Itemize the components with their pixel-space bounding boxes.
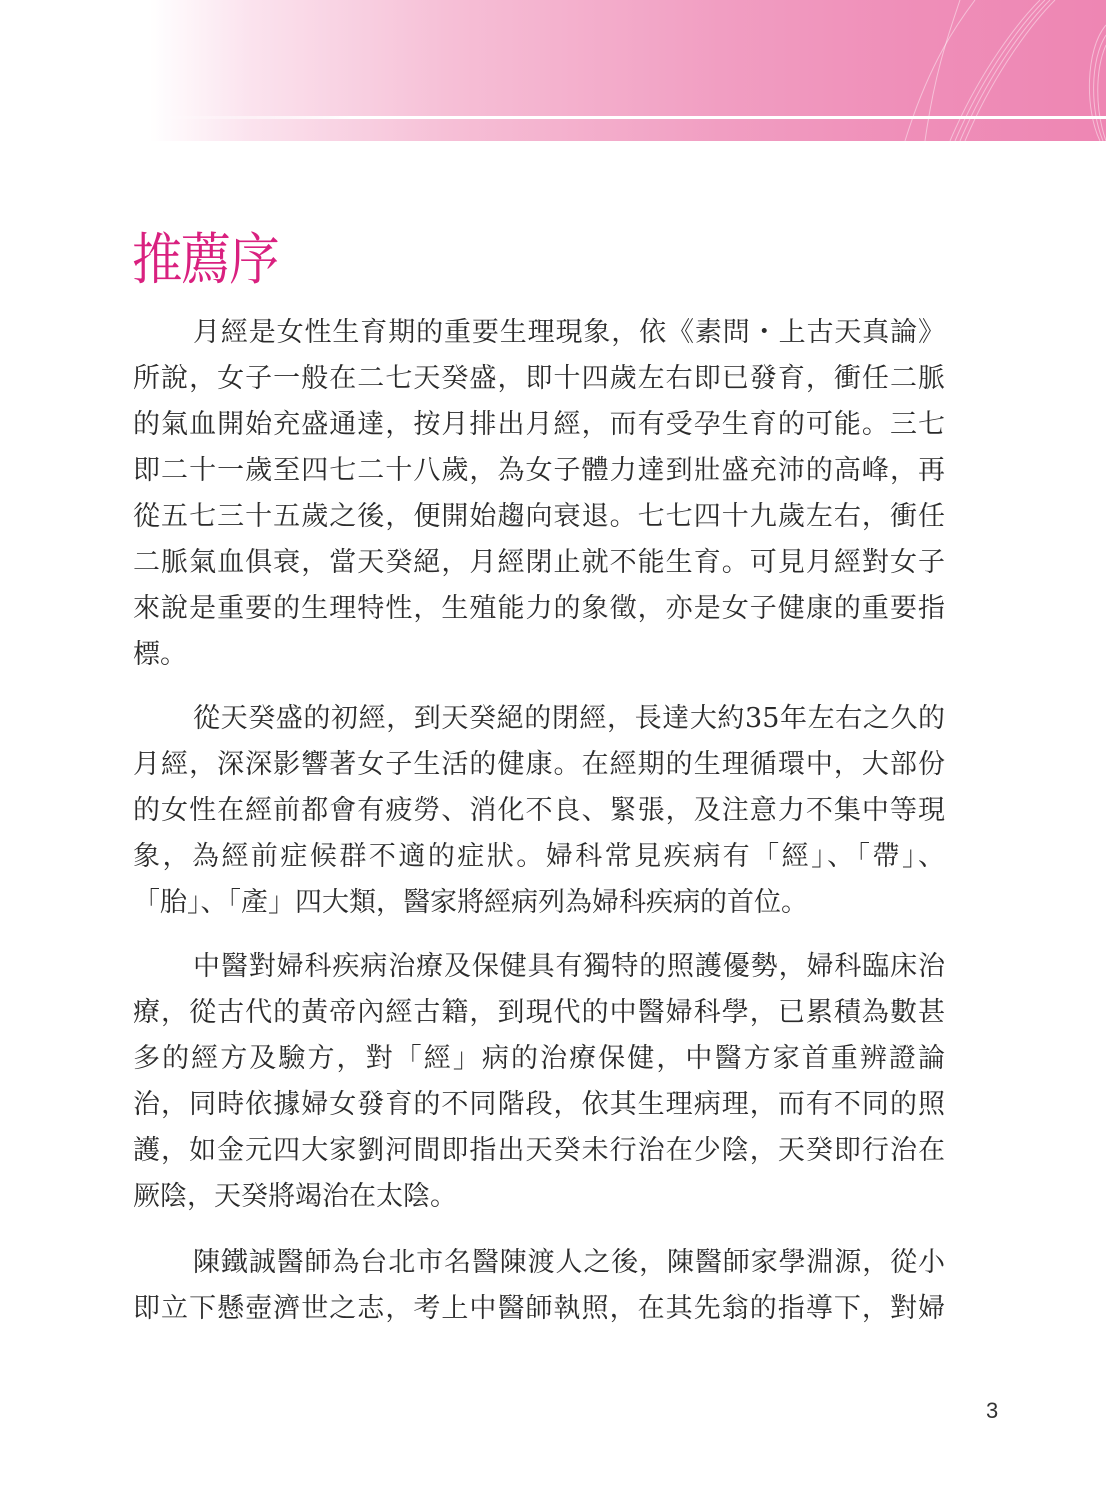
paragraph-line: 陳鐵誠醫師為台北市名醫陳渡人之後，陳醫師家學淵源，從小	[193, 1247, 945, 1278]
paragraph-line: 月經，深深影響著女子生活的健康。在經期的生理循環中，大部份	[133, 749, 945, 780]
paragraph-line: 厥陰，天癸將竭治在太陰。	[133, 1181, 457, 1212]
paragraph-line: 所說，女子一般在二七天癸盛，即十四歲左右即已發育，衝任二脈	[133, 363, 945, 394]
paragraph-line: 中醫對婦科疾病治療及保健具有獨特的照護優勢，婦科臨床治	[193, 951, 945, 982]
paragraph-line: 二脈氣血俱衰，當天癸絕，月經閉止就不能生育。可見月經對女子	[133, 547, 945, 578]
header-band	[0, 0, 1106, 141]
body-paragraph	[133, 1240, 945, 1332]
header-rule	[150, 116, 1106, 119]
paragraph-line: 象，為經前症候群不適的症狀。婦科常見疾病有「經」、「帶」、	[133, 841, 945, 872]
page-title: 推薦序	[132, 228, 278, 293]
paragraph-line: 標。	[133, 639, 187, 670]
decorative-wave-lines	[0, 0, 1106, 141]
paragraph-line: 月經是女性生育期的重要生理現象，依《素問・上古天真論》	[193, 317, 945, 348]
paragraph-line: 從五七三十五歲之後，便開始趨向衰退。七七四十九歲左右，衝任	[133, 501, 945, 532]
paragraph-line: 來說是重要的生理特性，生殖能力的象徵，亦是女子健康的重要指	[133, 593, 945, 624]
paragraph-line: 療，從古代的黃帝內經古籍，到現代的中醫婦科學，已累積為數甚	[133, 997, 945, 1028]
paragraph-line: 「胎」、「產」四大類，醫家將經病列為婦科疾病的首位。	[133, 887, 808, 918]
paragraph-line: 的女性在經前都會有疲勞、消化不良、緊張，及注意力不集中等現	[133, 795, 945, 826]
paragraph-line: 即立下懸壺濟世之志，考上中醫師執照，在其先翁的指導下，對婦	[133, 1293, 945, 1324]
body-paragraph	[133, 944, 945, 1220]
paragraph-line: 治，同時依據婦女發育的不同階段，依其生理病理，而有不同的照	[133, 1089, 945, 1120]
paragraph-line: 即二十一歲至四七二十八歲，為女子體力達到壯盛充沛的高峰，再	[133, 455, 945, 486]
paragraph-line: 從天癸盛的初經，到天癸絕的閉經，長達大約35年左右之久的	[193, 703, 945, 734]
paragraph-line: 多的經方及驗方，對「經」病的治療保健，中醫方家首重辨證論	[133, 1043, 945, 1074]
page-number: 3	[986, 1398, 999, 1423]
paragraph-line: 的氣血開始充盛通達，按月排出月經，而有受孕生育的可能。三七	[133, 409, 945, 440]
body-paragraph	[133, 310, 945, 678]
paragraph-line: 護，如金元四大家劉河間即指出天癸未行治在少陰，天癸即行治在	[133, 1135, 945, 1166]
body-paragraph	[133, 696, 945, 926]
